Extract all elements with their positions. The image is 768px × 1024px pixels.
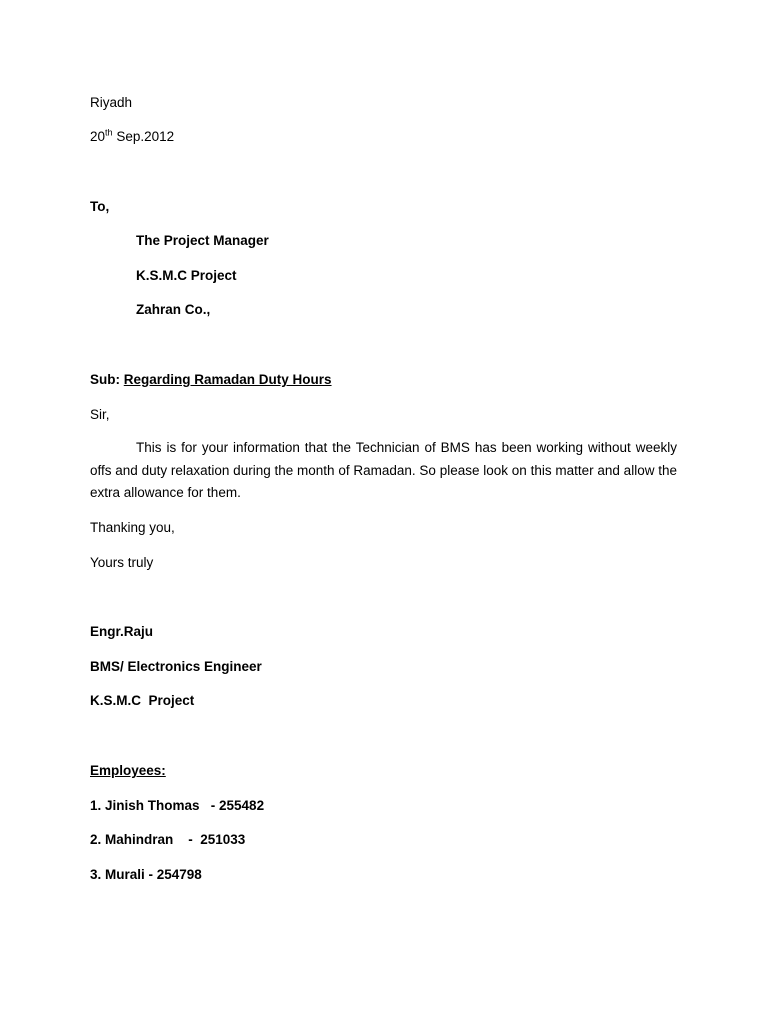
- letter-body: [90, 437, 677, 505]
- date-day-suffix: th: [105, 127, 113, 138]
- place-line: Riyadh: [90, 95, 133, 110]
- thanks-line: Thanking you,: [90, 520, 175, 535]
- employees-heading: Employees:: [90, 763, 166, 778]
- to-label: To,: [90, 199, 110, 214]
- recipient-line-2: K.S.M.C Project: [136, 268, 237, 283]
- subject-line: [90, 372, 332, 388]
- salutation: Sir,: [90, 407, 110, 422]
- employee-item: 2. Mahindran - 251033: [90, 832, 246, 847]
- subject-text: Regarding Ramadan Duty Hours: [123, 372, 332, 387]
- closing-line: Yours truly: [90, 555, 154, 570]
- recipient-line-3: Zahran Co.,: [136, 302, 211, 317]
- date-rest: Sep.2012: [116, 129, 175, 144]
- signature-project: K.S.M.C Project: [90, 693, 195, 708]
- signature-title: BMS/ Electronics Engineer: [90, 659, 262, 674]
- signature-name: Engr.Raju: [90, 624, 154, 639]
- recipient-line-1: The Project Manager: [136, 233, 269, 248]
- employee-item: 3. Murali - 254798: [90, 867, 202, 882]
- employee-item: 1. Jinish Thomas - 255482: [90, 798, 265, 813]
- date-line: [90, 129, 174, 145]
- letter-body-text: This is for your information that the Technician of BMS has been working without weekly offs and duty relaxation during the month of Ramadan. So please look on this matter and allow the extra allowance for them.: [90, 440, 677, 500]
- date-day: 20: [90, 129, 106, 144]
- subject-prefix: Sub:: [90, 372, 120, 387]
